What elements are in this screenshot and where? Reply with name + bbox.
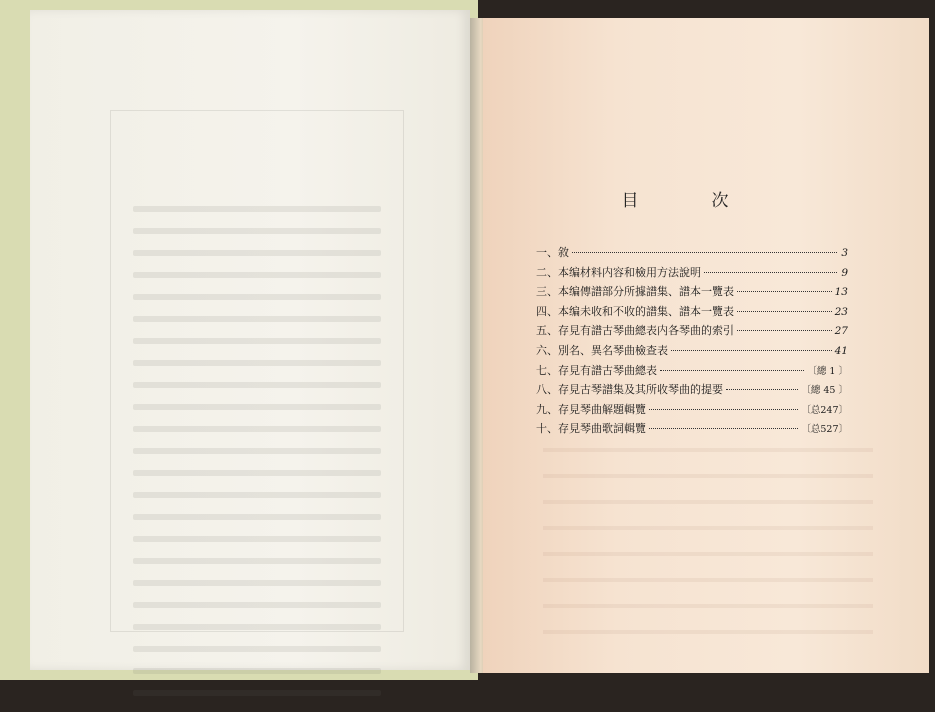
toc-entry xyxy=(536,381,848,401)
toc-entry-label: 九、存見琴曲解題輯覽 xyxy=(536,402,646,416)
toc-entry-page: 27 xyxy=(834,325,848,338)
toc-entry-label: 一、敘 xyxy=(536,246,569,259)
toc-entry xyxy=(536,264,848,284)
toc-leader-dots xyxy=(649,409,798,410)
toc-entry xyxy=(536,420,848,440)
toc-leader-dots xyxy=(671,350,832,351)
toc-entry-label: 七、存見有譜古琴曲總表 xyxy=(536,363,657,377)
toc-entry-page: 13 xyxy=(834,286,848,299)
toc-leader-dots xyxy=(726,389,798,390)
toc-entry-page: 〔總 1 〕 xyxy=(807,365,848,377)
toc-entry-label: 四、本编未收和不收的譜集、譜本一覽表 xyxy=(536,304,734,318)
show-through-text-block xyxy=(110,110,404,632)
toc-entry-page: 3 xyxy=(841,247,848,259)
show-through-lines-right xyxy=(543,448,873,656)
toc-entry-label: 十、存見琴曲歌詞輯覽 xyxy=(536,422,646,436)
toc-leader-dots xyxy=(660,370,804,371)
toc-leader-dots xyxy=(649,428,798,429)
toc-entry-label: 八、存見古琴譜集及其所收琴曲的提要 xyxy=(536,383,723,397)
toc-entry-page: 〔總 45 〕 xyxy=(801,385,848,397)
toc-entry xyxy=(536,283,848,303)
toc-entry xyxy=(536,303,848,323)
toc-entry-label: 三、本编傳譜部分所據譜集、譜本一覽表 xyxy=(536,285,734,299)
toc-leader-dots xyxy=(737,330,832,331)
toc-entry-page: 〔总527〕 xyxy=(801,424,848,436)
toc-entry xyxy=(536,322,848,342)
left-page-blank xyxy=(30,10,470,670)
toc-entry xyxy=(536,401,848,421)
toc-entry-page: 〔总247〕 xyxy=(801,404,848,416)
toc-title: 目 次 xyxy=(621,191,757,211)
toc-entry-label: 二、本编材料内容和檢用方法說明 xyxy=(536,265,701,279)
toc-entry-label: 六、別名、異名琴曲檢查表 xyxy=(536,343,668,357)
toc-entry-page: 9 xyxy=(841,266,848,279)
toc-entry-page: 23 xyxy=(834,305,848,318)
toc-leader-dots xyxy=(737,291,832,292)
toc-entry xyxy=(536,362,848,382)
toc-entry xyxy=(536,342,848,362)
toc-leader-dots xyxy=(572,252,837,253)
toc-leader-dots xyxy=(704,272,837,273)
toc-leader-dots xyxy=(737,311,832,312)
right-page-contents xyxy=(483,18,929,673)
toc-list xyxy=(536,244,848,440)
toc-entry-page: 41 xyxy=(834,344,848,357)
show-through-lines xyxy=(133,206,381,712)
toc-entry xyxy=(536,244,848,264)
toc-entry-label: 五、存見有譜古琴曲總表内各琴曲的索引 xyxy=(536,324,734,338)
